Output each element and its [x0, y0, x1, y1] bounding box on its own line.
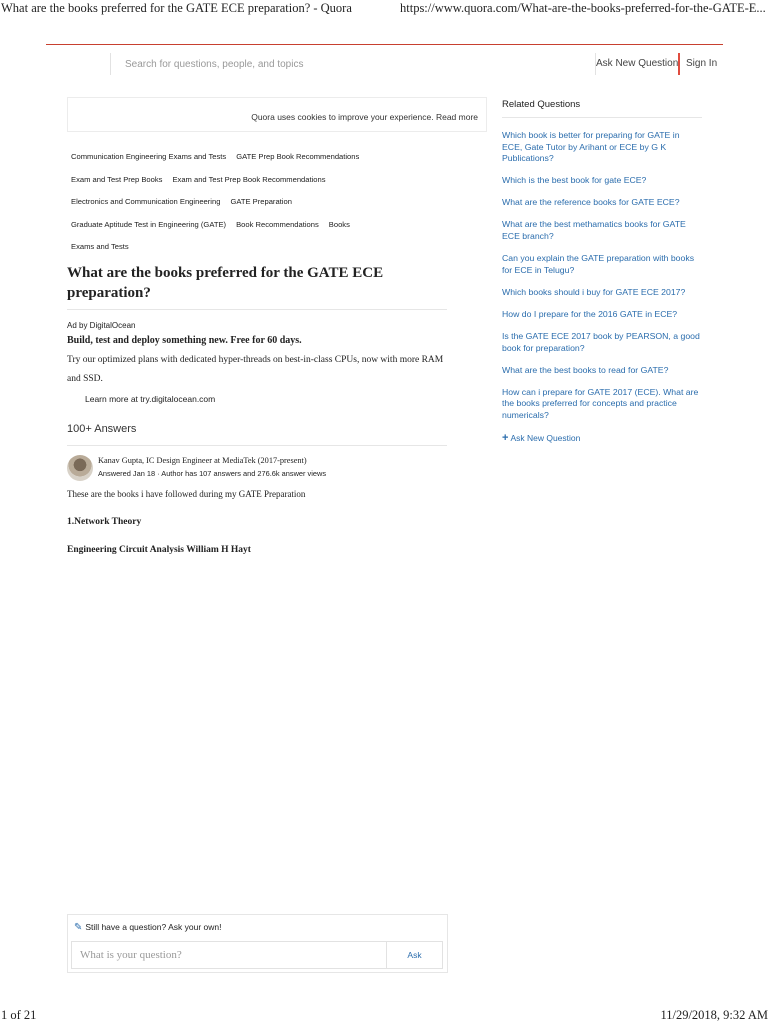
sign-in-link[interactable]: Sign In — [686, 58, 718, 69]
cookie-notice — [67, 97, 487, 132]
related-question-link[interactable]: How can i prepare for GATE 2017 (ECE). What are the books preferred for concepts and practice numericals? — [502, 386, 699, 420]
topic-tag[interactable]: Exam and Test Prep Book Recommendations — [172, 174, 326, 184]
related-questions-list — [502, 130, 702, 422]
related-ask-new-question-link[interactable] — [502, 432, 702, 444]
search-input[interactable] — [111, 53, 595, 75]
ask-your-own-text: Still have a question? Ask your own! — [85, 922, 222, 932]
related-questions-panel — [502, 99, 702, 444]
print-page-url: https://www.quora.com/What-are-the-books-preferred-for-the-GATE-E... — [400, 1, 766, 15]
divider — [67, 445, 447, 446]
print-header — [0, 0, 768, 18]
topic-row — [71, 175, 461, 198]
related-questions-title: Related Questions — [502, 99, 702, 118]
answer-author[interactable]: Kanav Gupta, IC Design Engineer at MediaTek (2017-present) — [98, 456, 307, 465]
ask-your-own-box — [67, 914, 448, 973]
answer-text: These are the books i have followed during my GATE Preparation — [67, 489, 306, 499]
ask-your-own-label — [74, 922, 221, 933]
print-page-number: 1 of 21 — [1, 1008, 37, 1022]
related-question-link[interactable]: Is the GATE ECE 2017 book by PEARSON, a good book for preparation? — [502, 331, 700, 353]
topic-tag[interactable]: Electronics and Communication Engineering — [71, 197, 221, 206]
topic-row — [71, 152, 461, 175]
related-question-link[interactable]: What are the best books to read for GATE? — [502, 364, 669, 375]
topic-tag[interactable]: Graduate Aptitude Test in Engineering (GATE) — [71, 219, 227, 229]
related-question-link[interactable]: How do I prepare for the 2016 GATE in ECE? — [502, 308, 678, 319]
related-question-link[interactable]: What are the reference books for GATE ECE? — [502, 197, 680, 208]
topic-tag[interactable]: Exam and Test Prep Books — [71, 174, 163, 184]
divider — [67, 309, 447, 310]
related-question-link[interactable]: What are the best methamatics books for GATE ECE branch? — [502, 219, 686, 242]
answer-heading: Engineering Circuit Analysis William H Hayt — [67, 545, 251, 555]
question-input-wrapper — [71, 941, 386, 969]
search-box — [110, 53, 595, 75]
topic-tag[interactable]: Exams and Tests — [71, 242, 129, 251]
print-footer — [0, 1008, 768, 1024]
topic-tag[interactable]: Book Recommendations — [236, 219, 319, 229]
ad-headline[interactable]: Build, test and deploy something new. Free for 60 days. — [67, 335, 302, 346]
plus-icon: + — [502, 432, 509, 445]
topic-tag[interactable]: Books — [328, 219, 350, 229]
avatar[interactable] — [67, 455, 93, 481]
related-question-link[interactable]: Can you explain the GATE preparation with books for ECE in Telugu? — [502, 253, 695, 275]
print-page-title: What are the books preferred for the GATE ECE preparation? - Quora — [1, 1, 352, 15]
ask-new-question-button[interactable]: Ask New Question — [595, 53, 680, 75]
top-navigation-bar — [46, 44, 723, 81]
question-title: What are the books preferred for the GATE ECE preparation? — [67, 265, 384, 301]
print-datetime: 11/29/2018, 9:32 AM — [660, 1008, 768, 1022]
topic-row — [71, 197, 461, 220]
ad-body: Try our optimized plans with dedicated hyper-threads on best-in-class CPUs, now with more RAM and SSD. — [67, 355, 444, 384]
answers-count: 100+ Answers — [67, 423, 137, 435]
related-question-link[interactable]: Which books should i buy for GATE ECE 2017? — [502, 286, 686, 297]
cookie-notice-text[interactable]: Quora uses cookies to improve your experience. Read more — [251, 112, 478, 122]
topic-tag[interactable]: Communication Engineering Exams and Tests — [71, 152, 227, 161]
topic-tag[interactable]: GATE Preparation — [230, 197, 292, 206]
topic-row — [71, 242, 461, 265]
topic-tag[interactable]: GATE Prep Book Recommendations — [236, 152, 360, 161]
answer-meta: Answered Jan 18 · Author has 107 answers and 276.6k answer views — [98, 469, 327, 478]
ask-button[interactable]: Ask — [386, 941, 443, 969]
related-question-link[interactable]: Which is the best book for gate ECE? — [502, 175, 647, 186]
question-input[interactable] — [72, 942, 386, 968]
answer-heading: 1.Network Theory — [67, 517, 142, 527]
related-question-link[interactable]: Which book is better for preparing for GATE in ECE, Gate Tutor by Arihant or ECE by G K Publications? — [502, 130, 680, 164]
ad-label: Ad by DigitalOcean — [67, 321, 136, 330]
topic-row — [71, 220, 461, 243]
topic-tags — [71, 152, 461, 265]
ad-link[interactable]: Learn more at try.digitalocean.com — [85, 394, 216, 404]
pencil-icon: ✎ — [74, 922, 83, 933]
related-ask-label: Ask New Question — [510, 433, 581, 444]
